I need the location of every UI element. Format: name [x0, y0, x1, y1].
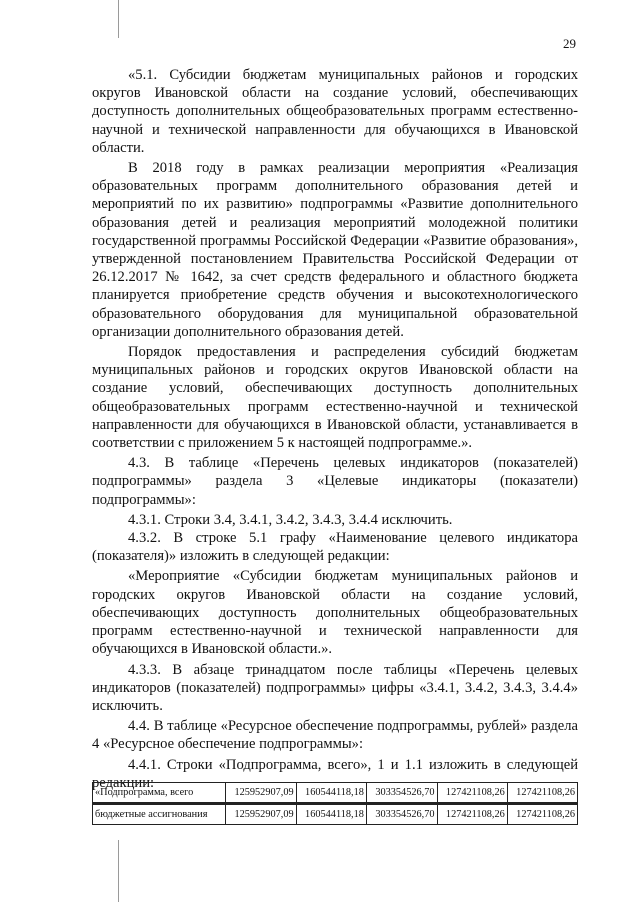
- table-cell: 127421108,26: [437, 783, 507, 804]
- paragraph-4-3: 4.3. В таблице «Перечень целевых индикаторов (показателей) подпрограммы» раздела 3 «Целевые индикаторы (показатели) подпрограммы»:: [92, 455, 578, 508]
- table-cell: 127421108,26: [507, 804, 577, 825]
- paragraph-2018-activity: В 2018 году в рамках реализации мероприятия «Реализация образовательных программ дополнительного образования детей и мероприятий по их развитию» подпрограммы «Развитие дополнительного образования детей и реализация мероприятий молодежной политики государственной программы Российской Федерации «Развитие образования», утвержденной постановлением Правительства Российской Федерации от 26.12.2017 № 1642, за счет средств федерального и областного бюджета планируется приобретение средств обучения и высокотехнологического образовательного оборудования для муниципальной образовательной организации дополнительного образования детей.: [92, 160, 578, 340]
- table-cell: 125952907,09: [226, 783, 297, 804]
- table-row: [93, 804, 578, 825]
- document-body: [92, 66, 578, 792]
- resource-table: [92, 782, 578, 825]
- page-number: 29: [563, 36, 576, 51]
- paragraph-4-3-3: 4.3.3. В абзаце тринадцатом после таблицы «Перечень целевых индикаторов (показателей) подпрограммы» цифры «3.4.1, 3.4.2, 3.4.3, 3.4.4» исключить.: [92, 661, 578, 714]
- margin-line-top: [118, 0, 119, 38]
- table-cell: 160544118,18: [296, 783, 366, 804]
- paragraph-4-4: 4.4. В таблице «Ресурсное обеспечение подпрограммы, рублей» раздела 4 «Ресурсное обеспечение подпрограммы»:: [92, 718, 578, 753]
- table-cell: 125952907,09: [226, 804, 297, 825]
- table-cell: 160544118,18: [296, 804, 366, 825]
- paragraph-4-3-2: 4.3.2. В строке 5.1 графу «Наименование целевого индикатора (показателя)» изложить в следующей редакции:: [92, 530, 578, 565]
- table-cell: 303354526,70: [366, 804, 437, 825]
- table-cell: 127421108,26: [437, 804, 507, 825]
- row-label: бюджетные ассигнования: [93, 804, 226, 825]
- margin-line-bottom: [118, 840, 119, 902]
- paragraph-subsidy-procedure: Порядок предоставления и распределения субсидий бюджетам муниципальных районов и городских округов Ивановской области на создание условий, обеспечивающих доступность дополнительных общеобразовательных программ естественно-научной и технической направленности для обучающихся в Ивановской области, устанавливается в соответствии с приложением 5 к настоящей подпрограмме.».: [92, 344, 578, 452]
- row-label: «Подпрограмма, всего: [93, 783, 226, 804]
- table-cell: 303354526,70: [366, 783, 437, 804]
- paragraph-4-4-1: 4.4.1. Строки «Подпрограмма, всего», 1 и 1.1 изложить в следующей редакции:: [92, 756, 578, 791]
- paragraph-activity-name: «Мероприятие «Субсидии бюджетам муниципальных районов и городских округов Ивановской области на создание условий, обеспечивающих доступность дополнительных общеобразовательных программ естественно-научной и технической направленности для обучающихся в Ивановской области.».: [92, 568, 578, 658]
- paragraph-4-3-1: 4.3.1. Строки 3.4, 3.4.1, 3.4.2, 3.4.3, 3.4.4 исключить.: [128, 511, 453, 528]
- table-cell: 127421108,26: [507, 783, 577, 804]
- table-row: [93, 783, 578, 804]
- paragraph-subsidy-title: «5.1. Субсидии бюджетам муниципальных районов и городских округов Ивановской области на создание условий, обеспечивающих доступность дополнительных общеобразовательных программ естественно-научной и технической направленности для обучающихся в Ивановской области.: [92, 67, 578, 156]
